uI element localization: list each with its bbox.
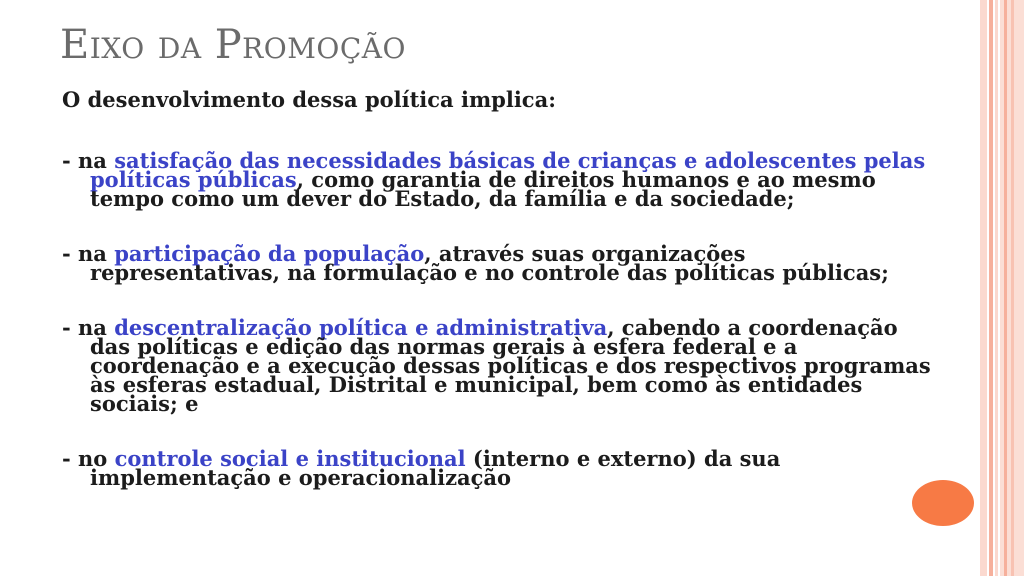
- bullet-item: [62, 315, 942, 416]
- slide-body: [62, 86, 942, 490]
- bullet-text: , cabendo a coordenação das políticas e edição das normas gerais à esfera federal e a coordenação e a execução dessas políticas e dos respectivos programas às esferas estadual, Distrital e municipal, bem como às entidades sociais; e: [90, 315, 931, 416]
- bullet-item: [62, 241, 942, 285]
- decorative-stripe: [989, 0, 993, 576]
- decorative-stripe: [995, 0, 998, 576]
- bullet-text: , através suas organizações representativas, na formulação e no controle das políticas públicas;: [90, 241, 889, 285]
- bullet-prefix: - na: [62, 315, 115, 340]
- bullet-prefix: - no: [62, 446, 115, 471]
- bullet-item: [62, 446, 942, 490]
- bullet-text: , como garantia de direitos humanos e ao mesmo tempo como um dever do Estado, da família e da sociedade;: [90, 167, 876, 211]
- slide-title: Eixo da Promoção: [60, 22, 406, 68]
- bullet-highlight: participação da população: [114, 241, 425, 266]
- slide-intro: O desenvolvimento dessa política implica:: [62, 87, 556, 112]
- decorative-stripe: [1011, 0, 1014, 576]
- decorative-stripe: [980, 0, 987, 576]
- bullet-highlight: satisfação das necessidades básicas de crianças e adolescentes pelas políticas públicas: [90, 148, 926, 192]
- bullet-item: [62, 148, 942, 211]
- bullet-prefix: - na: [62, 241, 115, 266]
- bullet-text: (interno e externo) da sua implementação e operacionalização: [90, 446, 781, 490]
- decorative-stripe: [1004, 0, 1007, 576]
- bullet-prefix: - na: [62, 148, 115, 173]
- bullet-highlight: controle social e institucional: [114, 446, 466, 471]
- bullet-highlight: descentralização política e administrativa: [114, 315, 608, 340]
